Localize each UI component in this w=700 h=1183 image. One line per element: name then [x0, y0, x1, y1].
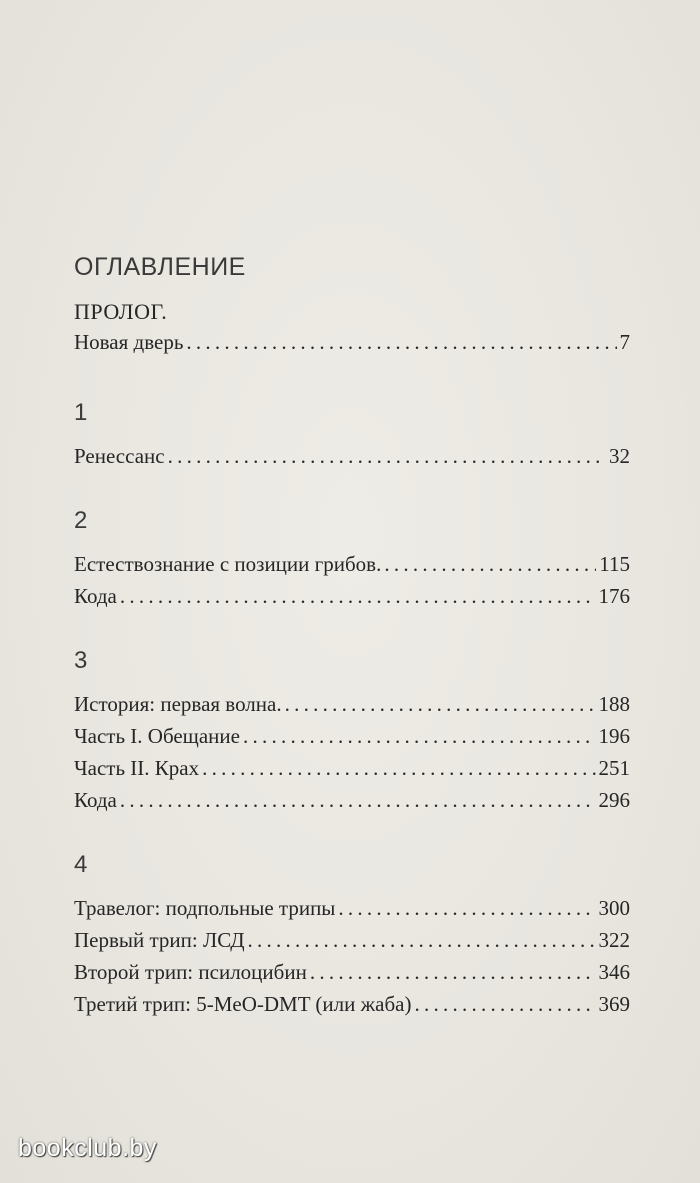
toc-entry: [74, 892, 630, 924]
entry-title: Кода: [74, 788, 117, 812]
entry-title: Часть II. Крах: [74, 756, 200, 780]
entry-title: Естествознание с позиции грибов.: [74, 552, 382, 576]
toc-section-3: [74, 646, 630, 816]
dot-leader: [120, 580, 596, 612]
toc-prolog: [74, 298, 630, 358]
entry-page: 296: [598, 788, 630, 812]
entry-page: 322: [598, 928, 630, 952]
entry-page: 188: [598, 692, 630, 716]
toc-entry: [74, 784, 630, 816]
toc-entry: [74, 988, 630, 1020]
toc-entry: [74, 688, 630, 720]
entry-title: Ренессанс: [74, 444, 165, 468]
section-number: 3: [74, 647, 88, 674]
toc-entry: [74, 720, 630, 752]
toc-entry: [74, 956, 630, 988]
entry-page: 115: [599, 552, 630, 576]
dot-leader: [384, 548, 596, 580]
dot-leader: [168, 440, 606, 472]
toc-section-4: [74, 850, 630, 1020]
dot-leader: [186, 326, 616, 358]
dot-leader: [338, 892, 595, 924]
entry-page: 346: [598, 960, 630, 984]
toc-entry: [74, 440, 630, 472]
entry-page: 300: [598, 896, 630, 920]
section-number: 1: [74, 399, 88, 426]
entry-page: 176: [598, 584, 630, 608]
section-number: 4: [74, 851, 88, 878]
entry-page: 369: [598, 992, 630, 1016]
entry-title: Новая дверь: [74, 330, 184, 354]
table-of-contents: [74, 250, 630, 1020]
toc-entry: [74, 548, 630, 580]
entry-title: Первый трип: ЛСД: [74, 928, 245, 952]
entry-title: Второй трип: псилоцибин: [74, 960, 307, 984]
entry-title: Кода: [74, 584, 117, 608]
toc-entry: [74, 752, 630, 784]
toc-entry: [74, 924, 630, 956]
toc-entry: [74, 326, 630, 358]
dot-leader: [285, 688, 596, 720]
dot-leader: [202, 752, 595, 784]
entry-title: История: первая волна.: [74, 692, 282, 716]
entry-title: Часть I. Обещание: [74, 724, 240, 748]
dot-leader: [120, 784, 596, 816]
section-number: 2: [74, 507, 88, 534]
toc-entry: [74, 580, 630, 612]
toc-title: ОГЛАВЛЕНИЕ: [74, 253, 246, 281]
entry-page: 7: [619, 330, 630, 354]
watermark-logo: bookclub.by: [18, 1134, 157, 1162]
dot-leader: [243, 720, 596, 752]
dot-leader: [414, 988, 595, 1020]
entry-page: 196: [598, 724, 630, 748]
dot-leader: [310, 956, 596, 988]
dot-leader: [248, 924, 596, 956]
toc-section-1: [74, 398, 630, 472]
entry-page: 251: [598, 756, 630, 780]
entry-page: 32: [609, 444, 630, 468]
toc-section-2: [74, 506, 630, 612]
entry-title: Травелог: подпольные трипы: [74, 896, 336, 920]
prolog-label: ПРОЛОГ.: [74, 299, 168, 324]
entry-title: Третий трип: 5-MeO-DMT (или жаба): [74, 992, 412, 1016]
